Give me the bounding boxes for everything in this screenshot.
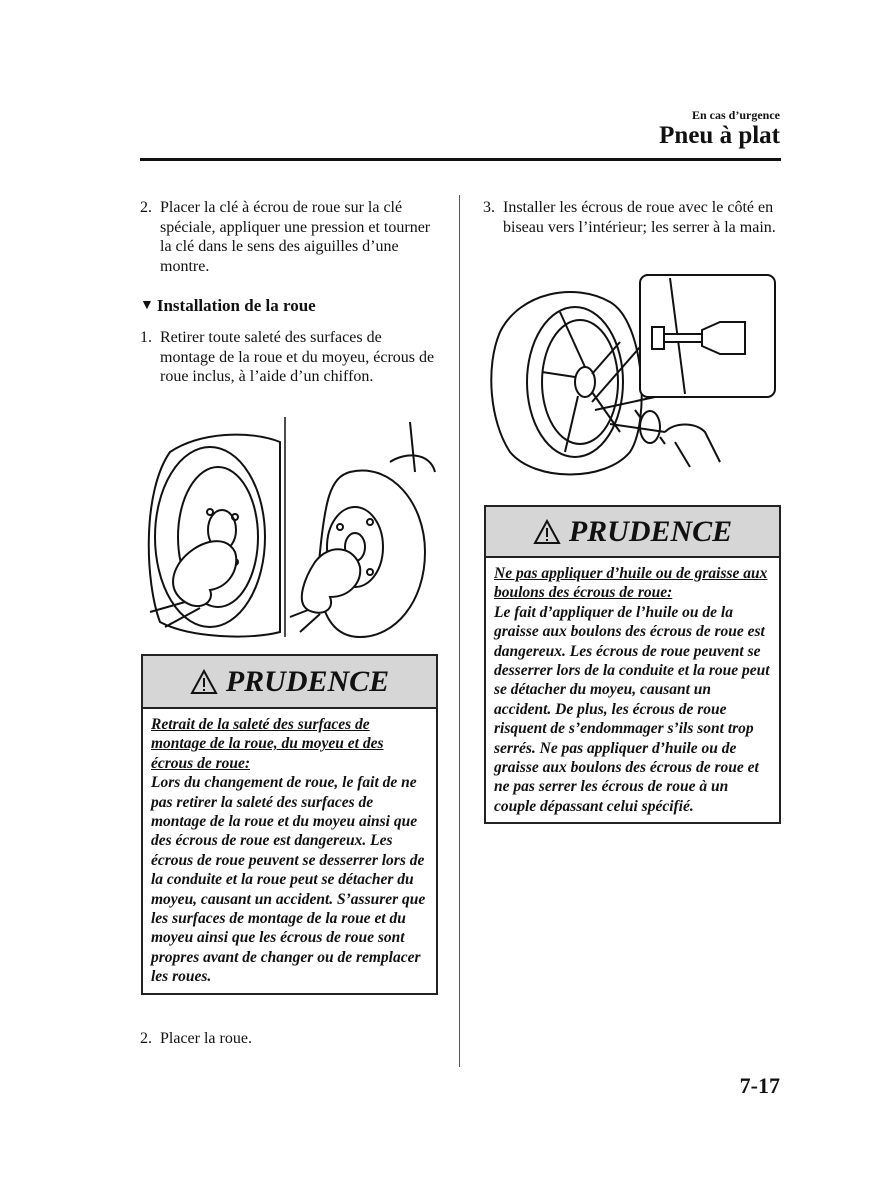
warning-icon bbox=[533, 519, 561, 545]
caution-header bbox=[486, 507, 779, 558]
step-text: Retirer toute saleté des surfaces de montage de la roue et du moyeu, écrous de roue inclus, à l’aide d’un chiffon. bbox=[160, 329, 435, 385]
caution-body bbox=[143, 709, 436, 993]
caution-text: Lors du changement de roue, le fait de ne pas retirer la saleté des surfaces de montage de la roue et du moyeu ainsi que des écrous de roue est dangereux. Les écrous de roue peuvent se desserrer lors de la conduite et la roue peut se détacher du moyeu, causant un accident. S’assurer que les surfaces de montage de la roue et du moyeu ainsi que les écrous de roue sont propres avant de changer ou de remplacer les roues. bbox=[151, 774, 426, 986]
page-title: Pneu à plat bbox=[659, 122, 780, 149]
step-number: 2. bbox=[140, 1030, 152, 1047]
step-3-install-nuts bbox=[483, 198, 781, 237]
caution-heading: Retrait de la saleté des surfaces de montage de la roue, du moyeu et des écrous de roue: bbox=[151, 716, 384, 772]
step-2-place bbox=[140, 1029, 440, 1049]
caution-box-clean bbox=[141, 654, 438, 995]
step-number: 1. bbox=[140, 329, 152, 346]
step-number: 3. bbox=[483, 199, 495, 216]
caution-body bbox=[486, 558, 779, 822]
step-2-remove bbox=[140, 198, 440, 276]
subheading-text: Installation de la roue bbox=[156, 296, 316, 315]
page-number: 7-17 bbox=[739, 1073, 780, 1098]
step-text: Placer la roue. bbox=[160, 1030, 252, 1047]
step-1-clean bbox=[140, 328, 440, 387]
down-triangle-icon: ▼ bbox=[140, 298, 154, 313]
step-text: Placer la clé à écrou de roue sur la clé spéciale, appliquer une pression et tourner la clé dans le sens des aiguilles d’une montre. bbox=[160, 199, 431, 275]
subheading-installation bbox=[140, 296, 440, 316]
caution-header bbox=[143, 656, 436, 709]
column-divider bbox=[459, 195, 460, 1067]
section-label: En cas d’urgence bbox=[692, 108, 780, 122]
step-text: Installer les écrous de roue avec le côté en biseau vers l’intérieur; les serrer à la main. bbox=[503, 199, 776, 236]
caution-heading: Ne pas appliquer d’huile ou de graisse aux boulons des écrous de roue: bbox=[494, 565, 768, 602]
warning-icon bbox=[190, 669, 218, 695]
caution-box-grease bbox=[484, 505, 781, 824]
caution-title: PRUDENCE bbox=[225, 664, 390, 698]
cleaning-illustration bbox=[140, 412, 440, 644]
caution-text: Le fait d’appliquer de l’huile ou de la graisse aux boulons des écrous de roue est dangereux. Les écrous de roue peuvent se desserrer lors de la conduite et la roue peut se détacher du moyeu, causant un accident. De plus, les écrous de roue risquent de s’endommager s’ils sont trop serrés. Ne pas appliquer d’huile ou de graisse aux boulons des écrous de roue et ne pas serrer les écrous de roue à un couple dépassant celui spécifié. bbox=[494, 603, 770, 815]
step-number: 2. bbox=[140, 199, 152, 216]
header-rule bbox=[140, 158, 781, 161]
caution-title: PRUDENCE bbox=[568, 514, 733, 548]
nut-install-illustration bbox=[480, 272, 780, 482]
